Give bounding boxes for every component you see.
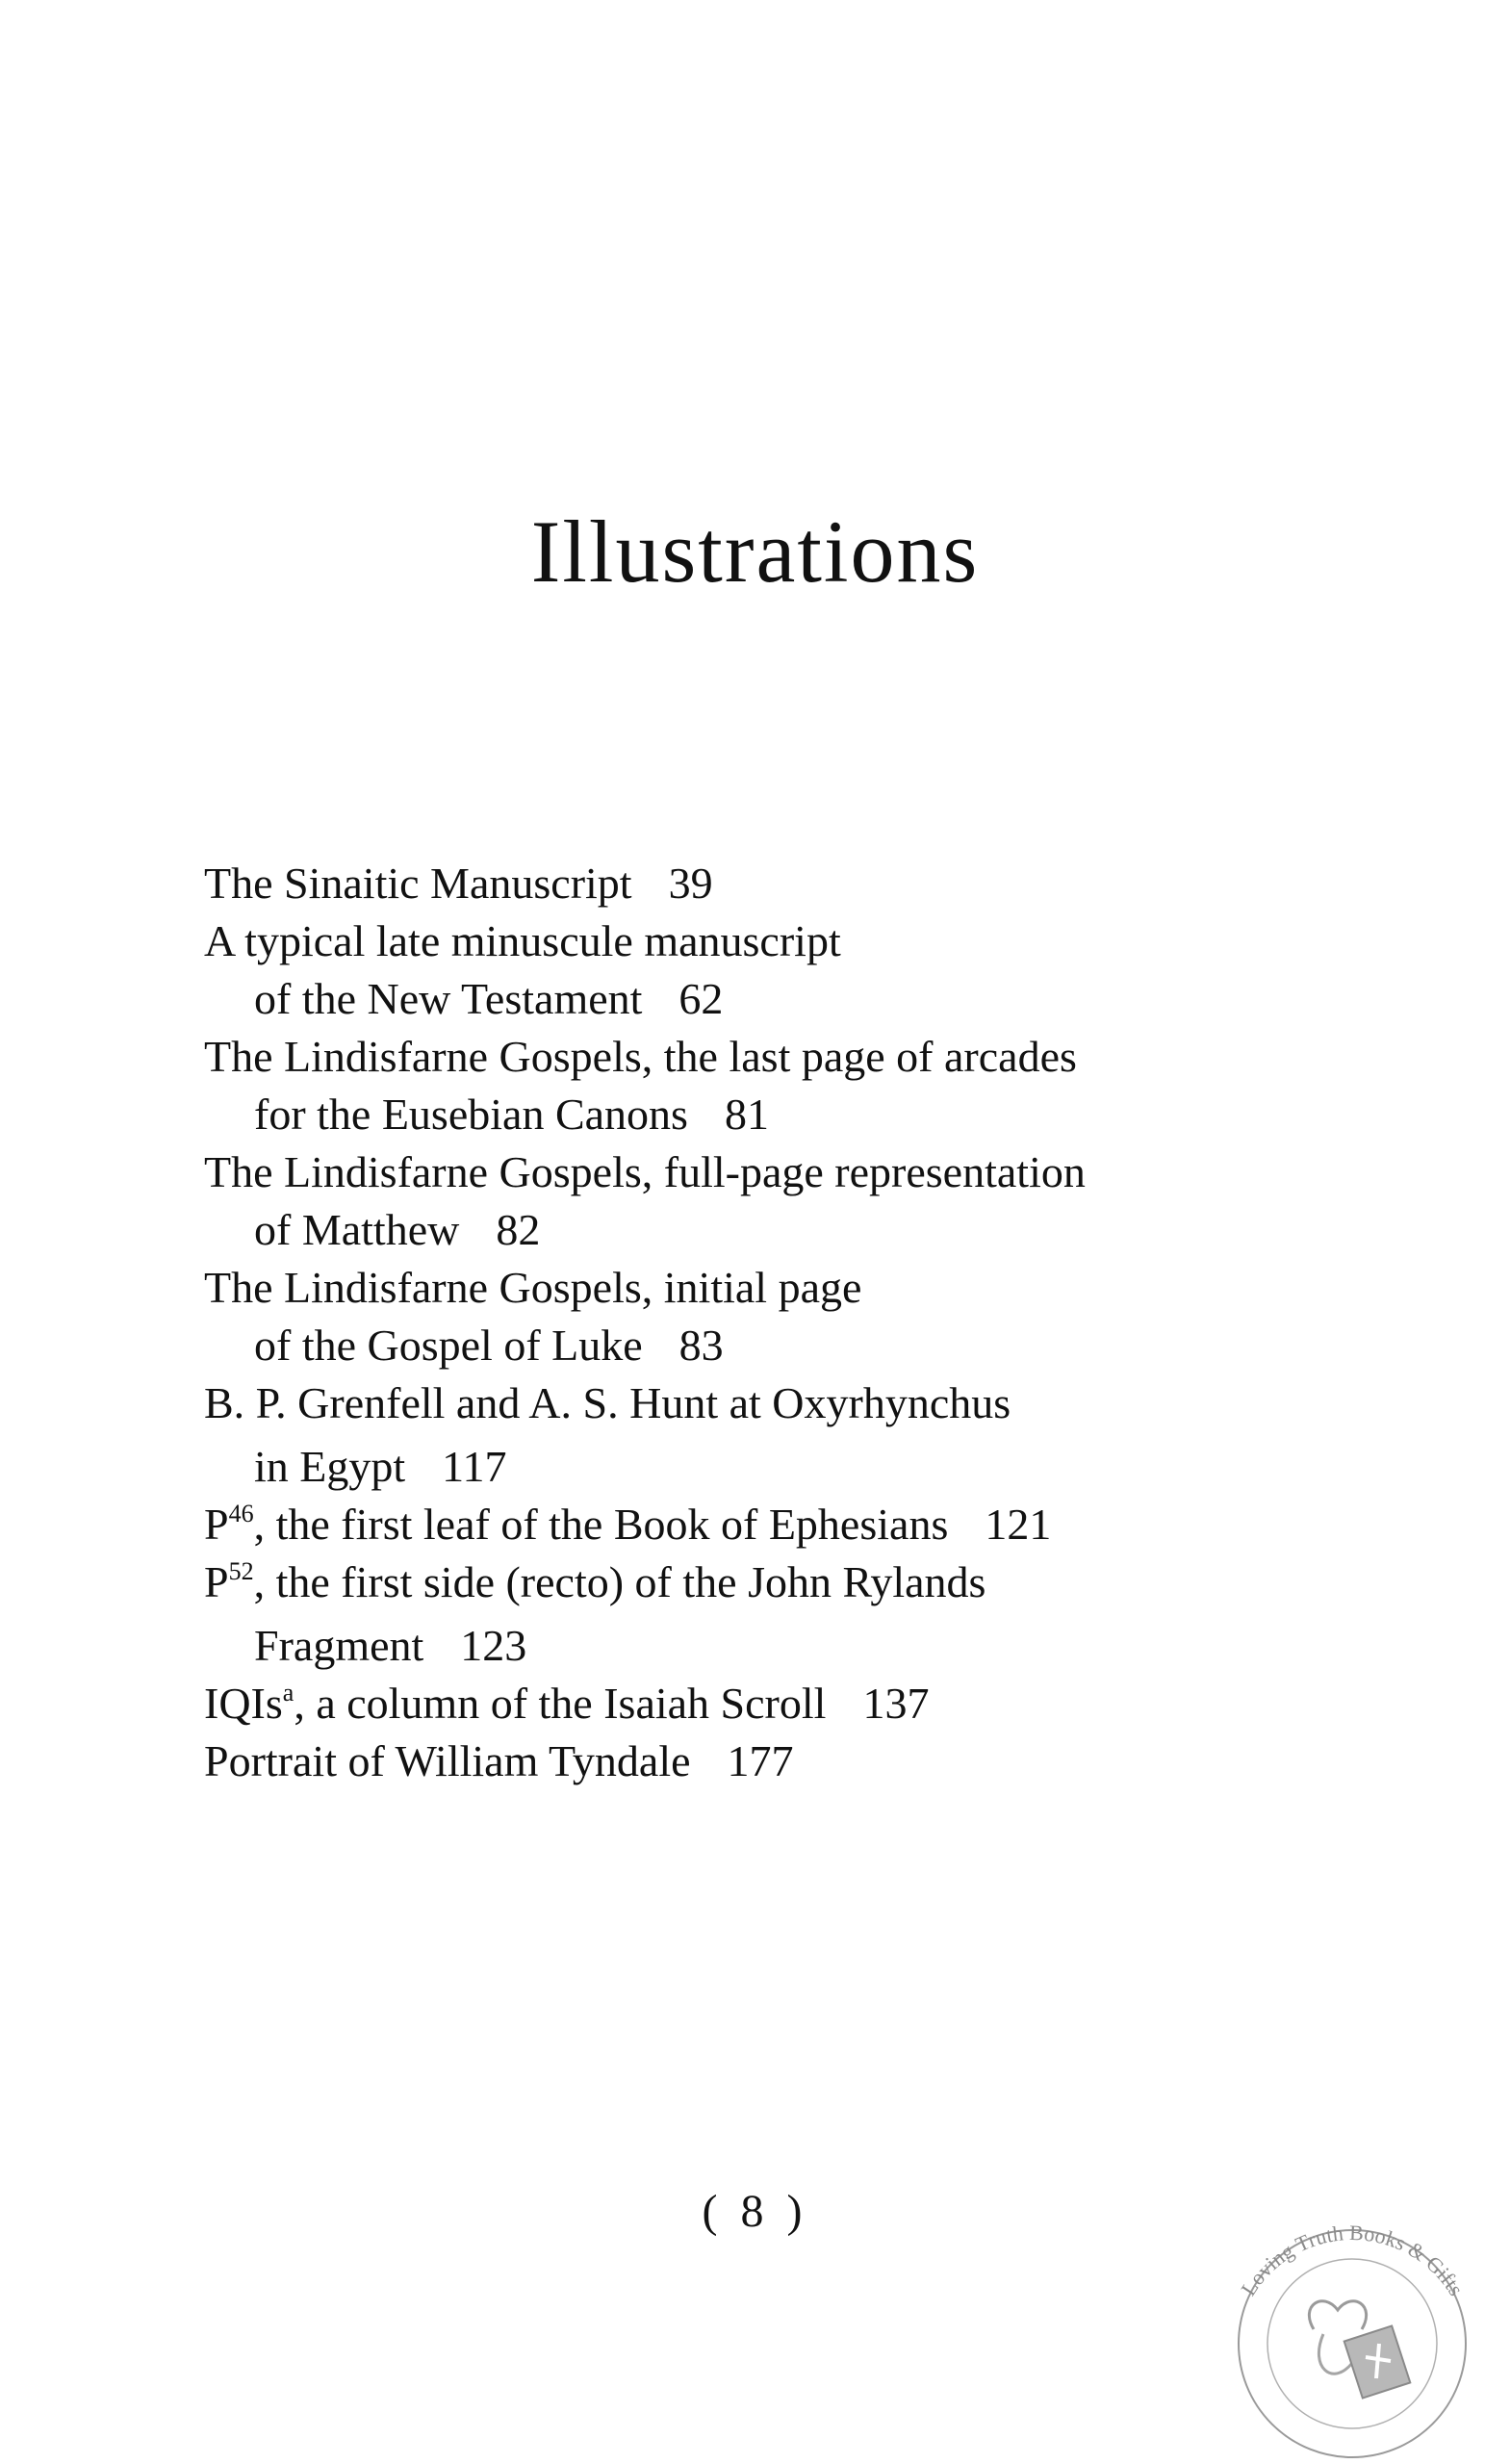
entry-page-number: 137 — [862, 1679, 930, 1728]
entry-page-number: 81 — [724, 1090, 769, 1139]
entry-title: Portrait of William Tyndale — [204, 1736, 691, 1785]
list-item — [204, 1143, 1311, 1259]
list-item — [204, 1374, 1311, 1496]
entry-page-number: 83 — [678, 1321, 724, 1370]
entry-title: The Lindisfarne Gospels, initial page — [204, 1263, 862, 1312]
entry-title: The Lindisfarne Gospels, the last page of arcades — [204, 1032, 1077, 1081]
entry-title: B. P. Grenfell and A. S. Hunt at Oxyrhynchus — [204, 1378, 1011, 1427]
entry-title: , the first leaf of the Book of Ephesians — [253, 1500, 949, 1549]
entry-title: A typical late minuscule manuscript — [204, 916, 841, 965]
entry-superscript: 46 — [228, 1500, 254, 1527]
list-item — [204, 1675, 1311, 1732]
entry-page-number: 62 — [678, 974, 724, 1023]
entry-page-number: 39 — [668, 859, 713, 908]
stamp-text: Loving Truth Books & Gifts — [1236, 2220, 1469, 2300]
entry-title-continued: of the Gospel of Luke — [254, 1321, 643, 1370]
entry-page-number: 123 — [460, 1621, 527, 1670]
store-stamp-logo — [1208, 2199, 1497, 2459]
page-title: Illustrations — [530, 502, 980, 601]
entry-title: , a column of the Isaiah Scroll — [294, 1679, 827, 1728]
bible-cross-gift-ribbon-icon — [1309, 2301, 1410, 2399]
entry-title: The Lindisfarne Gospels, full-page representation — [204, 1147, 1086, 1196]
list-item — [204, 855, 1311, 912]
list-item — [204, 1028, 1311, 1143]
entry-title-continued: for the Eusebian Canons — [254, 1090, 688, 1139]
list-item — [204, 1553, 1311, 1675]
entry-page-number: 82 — [496, 1205, 541, 1254]
entry-title: , the first side (recto) of the John Rylands — [253, 1557, 986, 1606]
entry-page-number: 121 — [985, 1500, 1052, 1549]
entry-page-number: 117 — [442, 1442, 507, 1491]
entry-title-continued: of the New Testament — [254, 974, 643, 1023]
entry-title: The Sinaitic Manuscript — [204, 859, 632, 908]
entry-superscript: a — [282, 1679, 294, 1707]
list-item — [204, 1496, 1311, 1553]
stamp-arc-text — [1236, 2220, 1468, 2300]
page-number: ( 8 ) — [702, 2186, 808, 2237]
list-item — [204, 1259, 1311, 1374]
list-item — [204, 1732, 1311, 1790]
entry-prefix: P — [204, 1557, 229, 1606]
entry-prefix: IQIs — [204, 1679, 283, 1728]
entry-title-continued: in Egypt — [254, 1442, 406, 1491]
entry-superscript: 52 — [228, 1557, 254, 1585]
entry-title-continued: Fragment — [254, 1621, 424, 1670]
entry-page-number: 177 — [727, 1736, 794, 1785]
illustrations-list — [204, 855, 1311, 1790]
entry-prefix: P — [204, 1500, 229, 1549]
list-item — [204, 912, 1311, 1028]
entry-title-continued: of Matthew — [254, 1205, 460, 1254]
